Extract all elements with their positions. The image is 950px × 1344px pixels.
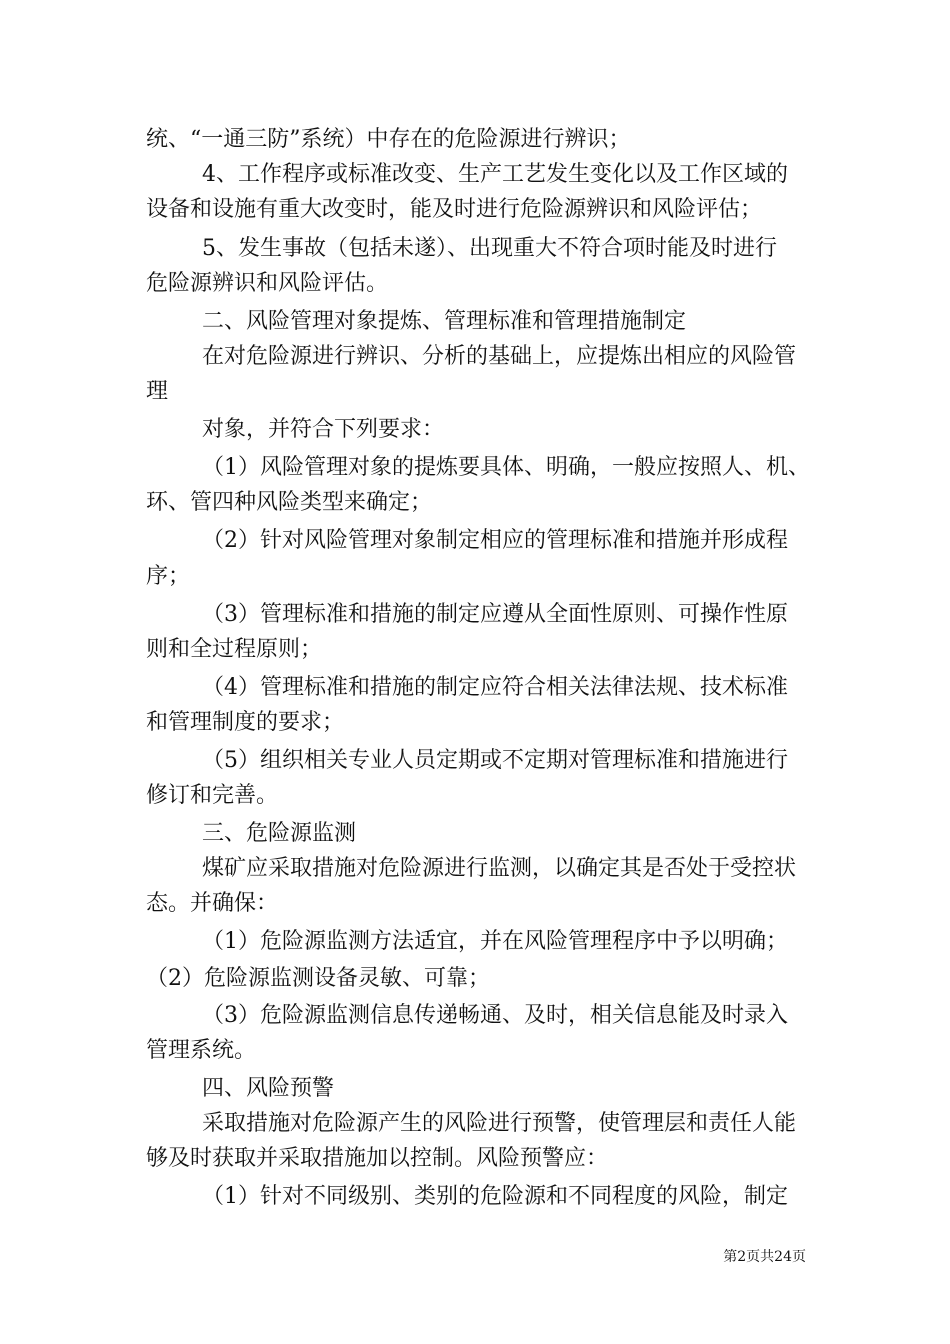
list-item: （2）针对风险管理对象制定相应的管理标准和措施并形成程 xyxy=(202,528,788,553)
body-line: 序； xyxy=(146,564,191,589)
list-item: （3）危险源监测信息传递畅通、及时，相关信息能及时录入 xyxy=(202,1003,788,1028)
list-item: （4）管理标准和措施的制定应符合相关法律法规、技术标准 xyxy=(202,675,788,700)
page-number-footer: 第2页共24页 xyxy=(723,1249,806,1265)
section-heading: 四、风险预警 xyxy=(202,1076,335,1101)
section-heading: 二、风险管理对象提炼、管理标准和管理措施制定 xyxy=(202,309,687,334)
body-line: 对象，并符合下列要求： xyxy=(202,417,445,442)
body-line: 设备和设施有重大改变时，能及时进行危险源辨识和风险评估； xyxy=(146,197,763,222)
list-item: （3）管理标准和措施的制定应遵从全面性原则、可操作性原 xyxy=(202,602,788,627)
body-line: 态。并确保： xyxy=(146,891,279,916)
list-item: （1）风险管理对象的提炼要具体、明确，一般应按照人、机、 xyxy=(202,455,810,480)
body-line: 在对危险源进行辨识、分析的基础上，应提炼出相应的风险管 xyxy=(202,344,797,369)
list-item: （1）针对不同级别、类别的危险源和不同程度的风险，制定 xyxy=(202,1184,788,1209)
body-line: 管理系统。 xyxy=(146,1038,257,1063)
body-line: 够及时获取并采取措施加以控制。风险预警应： xyxy=(146,1146,609,1171)
body-line: 采取措施对危险源产生的风险进行预警，使管理层和责任人能 xyxy=(202,1111,797,1136)
body-line: 危险源辨识和风险评估。 xyxy=(146,271,389,296)
body-line: 和管理制度的要求； xyxy=(146,710,345,735)
body-line: 煤矿应采取措施对危险源进行监测，以确定其是否处于受控状 xyxy=(202,856,797,881)
body-line: 环、管四种风险类型来确定； xyxy=(146,490,433,515)
body-line: 则和全过程原则； xyxy=(146,637,323,662)
list-item: （1）危险源监测方法适宜，并在风险管理程序中予以明确； xyxy=(202,929,788,954)
list-item: （5）组织相关专业人员定期或不定期对管理标准和措施进行 xyxy=(202,748,788,773)
list-item: （2）危险源监测设备灵敏、可靠； xyxy=(146,966,490,991)
body-line: 统、“一通三防”系统）中存在的危险源进行辨识； xyxy=(146,127,631,152)
body-line: 修订和完善。 xyxy=(146,783,279,808)
body-line: 4、工作程序或标准改变、生产工艺发生变化以及工作区域的 xyxy=(202,162,788,187)
section-heading: 三、危险源监测 xyxy=(202,821,357,846)
body-line: 理 xyxy=(146,379,169,404)
body-line: 5、发生事故（包括未遂）、出现重大不符合项时能及时进行 xyxy=(202,236,777,261)
